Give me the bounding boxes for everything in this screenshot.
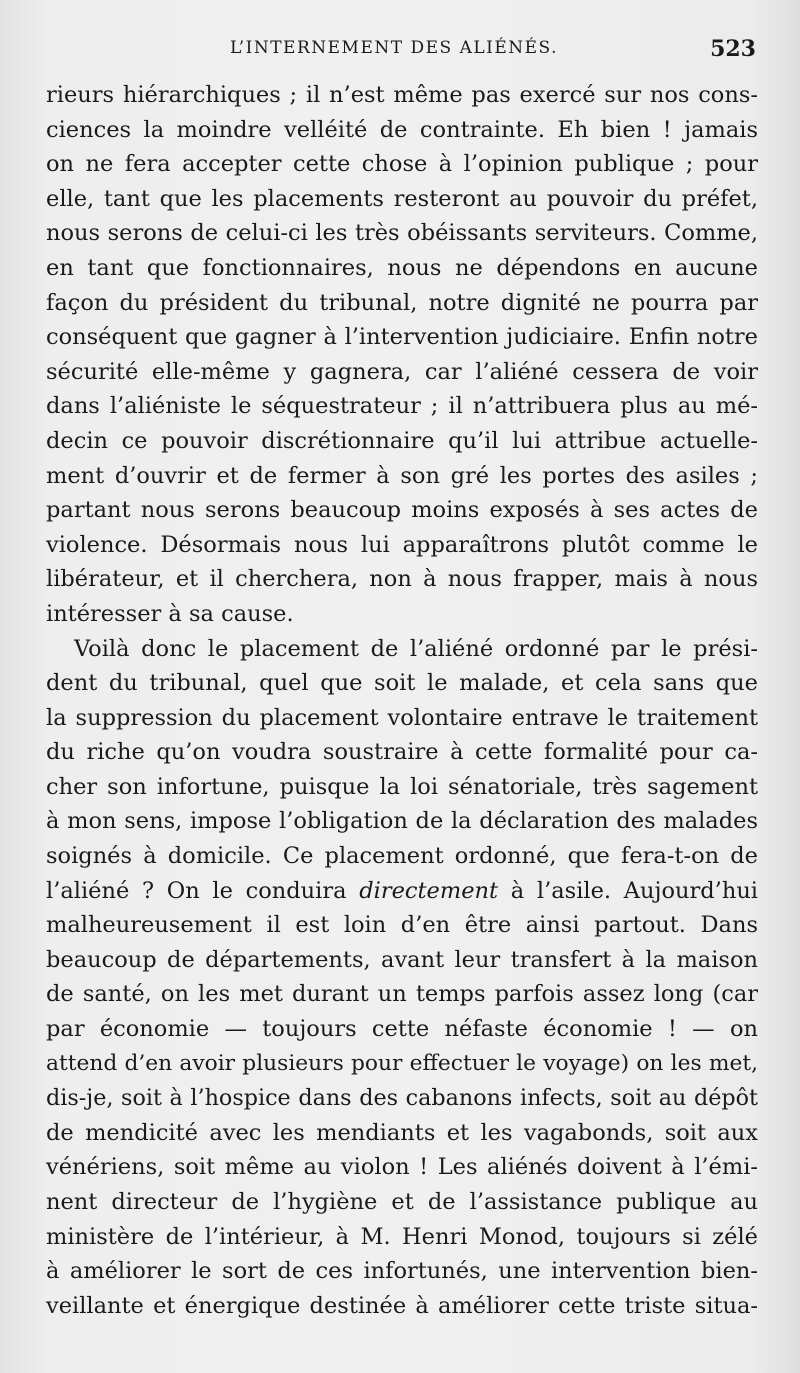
text-line: soignés à domicile. Ce placement ordonné, que fera-t-on de <box>46 843 758 870</box>
text-line: ment d’ouvrir et de fermer à son gré les portes des asiles ; <box>46 462 758 489</box>
text-line: ciences la moindre velléité de contrainte. Eh bien ! jamais <box>46 116 758 143</box>
text-line: partant nous serons beaucoup moins exposés à ses actes de <box>46 497 758 524</box>
text-line: on ne fera accepter cette chose à l’opinion publique ; pour <box>46 151 758 178</box>
text-line: nent directeur de l’hygiène et de l’assistance publique au <box>46 1189 758 1215</box>
text-line: de santé, on les met durant un temps parfois assez long (car <box>46 981 758 1008</box>
running-head: L’INTERNEMENT DES ALIÉNÉS. <box>230 38 558 58</box>
text-line: ministère de l’intérieur, à M. Henri Monod, toujours si zélé <box>46 1223 758 1250</box>
text-line: cher son infortune, puisque la loi sénatoriale, très sagement <box>46 773 758 800</box>
text-line: conséquent que gagner à l’intervention judiciaire. Enfin notre <box>46 324 758 351</box>
text-line: à mon sens, impose l’obligation de la déclaration des malades <box>46 808 758 835</box>
text-line: par économie — toujours cette néfaste économie ! — on <box>46 1016 758 1043</box>
text-line: dent du tribunal, quel que soit le malade, et cela sans que <box>46 670 758 697</box>
text-segment: l’aliéné ? On le conduira <box>46 877 347 904</box>
text-segment: à l’asile. Aujourd’hui <box>510 877 759 904</box>
text-line-paragraph-end: intéresser à sa cause. <box>46 600 294 627</box>
text-line: dis-je, soit à l’hospice dans des cabanons infects, soit au dépôt <box>46 1085 758 1112</box>
text-line: nous serons de celui-ci les très obéissants serviteurs. Comme, <box>46 220 758 247</box>
text-line: à améliorer le sort de ces infortunés, une intervention bien- <box>46 1258 758 1285</box>
text-line: malheureusement il est loin d’en être ainsi partout. Dans <box>46 912 758 939</box>
body-text <box>46 78 758 1323</box>
text-line-with-emphasis <box>46 874 758 909</box>
text-line: du riche qu’on voudra soustraire à cette formalité pour ca- <box>46 739 758 766</box>
text-line: elle, tant que les placements resteront au pouvoir du préfet, <box>46 185 758 212</box>
text-line-paragraph-start: Voilà donc le placement de l’aliéné ordonné par le prési- <box>74 635 758 662</box>
emphasized-word: directement <box>359 877 499 904</box>
text-line: la suppression du placement volontaire entrave le traitement <box>46 704 758 731</box>
page-number: 523 <box>710 36 756 62</box>
text-line: de mendicité avec les mendiants et les vagabonds, soit aux <box>46 1119 758 1146</box>
text-line: veillante et énergique destinée à améliorer cette triste situa- <box>46 1292 758 1319</box>
text-line: violence. Désormais nous lui apparaîtrons plutôt comme le <box>46 531 758 558</box>
text-line: beaucoup de départements, avant leur transfert à la maison <box>46 946 758 973</box>
text-line: attend d’en avoir plusieurs pour effectuer le voyage) on les met, <box>46 1050 758 1076</box>
text-line: dans l’aliéniste le séquestrateur ; il n’attribuera plus au mé- <box>46 393 758 420</box>
text-line: en tant que fonctionnaires, nous ne dépendons en aucune <box>46 254 758 281</box>
text-line: vénériens, soit même au violon ! Les aliénés doivent à l’émi- <box>46 1154 758 1181</box>
text-line: decin ce pouvoir discrétionnaire qu’il lui attribue actuelle- <box>46 427 758 454</box>
text-line: façon du président du tribunal, notre dignité ne pourra par <box>46 289 758 316</box>
text-line: sécurité elle-même y gagnera, car l’aliéné cessera de voir <box>46 358 758 385</box>
page-header <box>44 38 756 68</box>
text-line: libérateur, et il cherchera, non à nous frapper, mais à nous <box>46 566 758 593</box>
text-line: rieurs hiérarchiques ; il n’est même pas exercé sur nos cons- <box>46 82 758 108</box>
